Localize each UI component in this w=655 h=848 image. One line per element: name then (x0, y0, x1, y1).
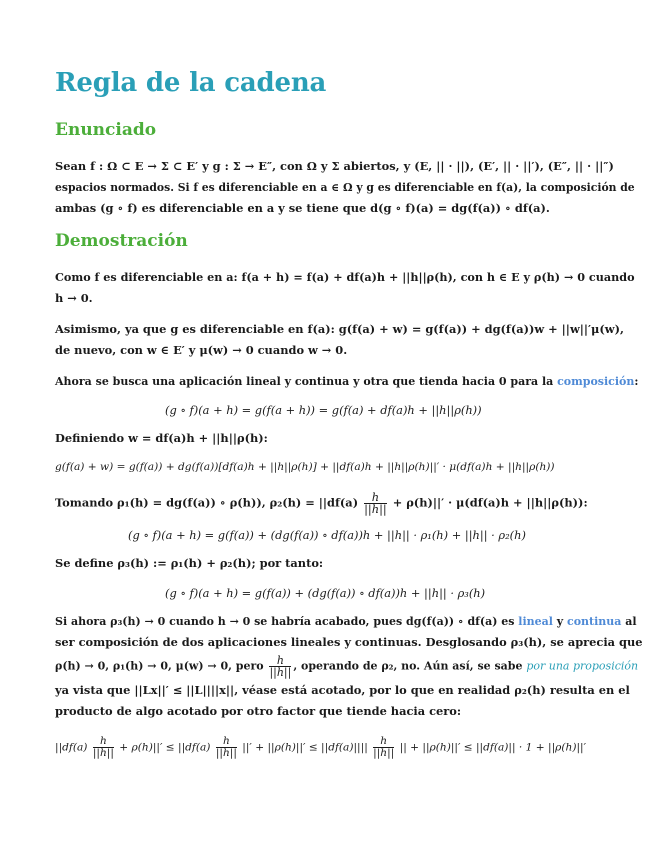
lineal-link[interactable]: lineal (518, 615, 553, 628)
equation-5-part-a: ||df(a) (55, 741, 88, 754)
proof-paragraph-5 (55, 492, 588, 515)
equation-2: g(f(a) + w) = g(f(a)) + dg(f(a))[df(a)h + ||h||ρ(h)] + ||df(a)h + ||h||ρ(h)||′ · μ(df(a)h + ||h||ρ(h)) (55, 461, 555, 473)
equation-5-part-d: || + ||ρ(h)||′ ≤ ||df(a)|| · 1 + ||ρ(h)||′ (399, 741, 586, 754)
continua-link[interactable]: continua (567, 615, 622, 628)
equation-5-part-c: ||′ + ||ρ(h)||′ ≤ ||df(a)|||| (242, 741, 368, 754)
page-title: Regla de la cadena (55, 68, 327, 98)
proof-paragraph-1-line-1: Como f es diferenciable en a: f(a + h) = f(a) + df(a)h + ||h||ρ(h), con h ∈ E y ρ(h) → 0 cuando (55, 270, 635, 284)
equation-4: (g ∘ f)(a + h) = g(f(a)) + (dg(f(a)) ∘ df(a))h + ||h|| · ρ₃(h) (165, 586, 486, 600)
fraction-h-over-norm-h (216, 736, 237, 759)
equation-5 (55, 736, 586, 759)
statement-line-1: Sean f : Ω ⊂ E → Σ ⊂ E′ y g : Σ → E″, con Ω y Σ abiertos, y (E, || · ||), (E′, || · ||′), (E″, || · ||″) (55, 159, 614, 173)
proof-paragraph-9-text-a: ρ(h) → 0, ρ₁(h) → 0, μ(w) → 0, pero (55, 659, 264, 673)
fraction-denominator: ||h|| (215, 747, 237, 759)
fraction-numerator: h (373, 736, 394, 748)
proof-paragraph-11: producto de algo acotado por otro factor que tiende hacia cero: (55, 704, 462, 718)
proof-paragraph-3-text: Ahora se busca una aplicación lineal y continua y otra que tienda hacia 0 para la (55, 375, 558, 388)
proof-paragraph-7-text-b: al (621, 615, 637, 628)
proof-paragraph-2-line-2: de nuevo, con w ∈ E′ y μ(w) → 0 cuando w → 0. (55, 343, 348, 357)
equation-3: (g ∘ f)(a + h) = g(f(a)) + (dg(f(a)) ∘ df(a))h + ||h|| · ρ₁(h) + ||h|| · ρ₂(h) (128, 528, 526, 542)
fraction-h-over-norm-h (364, 492, 387, 515)
fraction-denominator: ||h|| (373, 747, 395, 759)
proof-paragraph-7-and: y (552, 615, 568, 628)
equation-5-part-b: + ρ(h)||′ ≤ ||df(a) (119, 741, 211, 754)
proof-paragraph-9 (55, 655, 638, 678)
proof-paragraph-5-text-b: + ρ(h)||′ · μ(df(a)h + ||h||ρ(h)): (392, 495, 588, 510)
fraction-h-over-norm-h (93, 736, 114, 759)
fraction-numerator: h (269, 655, 291, 667)
proof-paragraph-5-text-a: Tomando ρ₁(h) = dg(f(a)) ∘ ρ(h)), ρ₂(h) = ||df(a) (55, 495, 359, 510)
fraction-denominator: ||h|| (92, 747, 114, 759)
proof-paragraph-7-text-a: Si ahora ρ₃(h) → 0 cuando h → 0 se habría acabado, pues dg(f(a)) ∘ df(a) es (55, 615, 519, 628)
proof-paragraph-3-suffix: : (634, 375, 639, 388)
proposition-link[interactable]: por una proposición (526, 659, 639, 673)
fraction-numerator: h (216, 736, 237, 748)
proof-paragraph-4: Definiendo w = df(a)h + ||h||ρ(h): (55, 431, 268, 445)
composition-link[interactable]: composición (557, 375, 635, 388)
section-heading-proof: Demostración (55, 231, 188, 251)
proof-paragraph-9-text-b: , operando de ρ₂, no. Aún así, se sabe (293, 659, 527, 673)
proof-paragraph-6: Se define ρ₃(h) := ρ₁(h) + ρ₂(h); por tanto: (55, 556, 324, 570)
fraction-h-over-norm-h (373, 736, 394, 759)
proof-paragraph-1-line-2: h → 0. (55, 291, 93, 305)
fraction-denominator: ||h|| (364, 502, 387, 516)
fraction-h-over-norm-h (269, 655, 291, 678)
proof-paragraph-8: ser composición de dos aplicaciones lineales y continuas. Desglosando ρ₃(h), se aprecia que (55, 635, 643, 649)
fraction-numerator: h (364, 492, 387, 504)
proof-paragraph-7 (55, 611, 637, 632)
fraction-numerator: h (93, 736, 114, 748)
statement-line-3: ambas (g ∘ f) es diferenciable en a y se tiene que d(g ∘ f)(a) = dg(f(a)) ∘ df(a). (55, 201, 550, 215)
statement-line-2: espacios normados. Si f es diferenciable en a ∈ Ω y g es diferenciable en f(a), la composición de (55, 181, 635, 194)
proof-paragraph-3 (55, 371, 638, 392)
equation-1: (g ∘ f)(a + h) = g(f(a + h)) = g(f(a) + df(a)h + ||h||ρ(h)) (165, 403, 482, 417)
proof-paragraph-2-line-1: Asimismo, ya que g es diferenciable en f(a): g(f(a) + w) = g(f(a)) + dg(f(a))w + ||w||′μ(w), (55, 322, 624, 336)
proof-paragraph-10: ya vista que ||Lx||′ ≤ ||L||||x||, véase está acotado, por lo que en realidad ρ₂(h) resulta en el (55, 683, 630, 697)
section-heading-statement: Enunciado (55, 120, 157, 140)
fraction-denominator: ||h|| (269, 666, 292, 679)
